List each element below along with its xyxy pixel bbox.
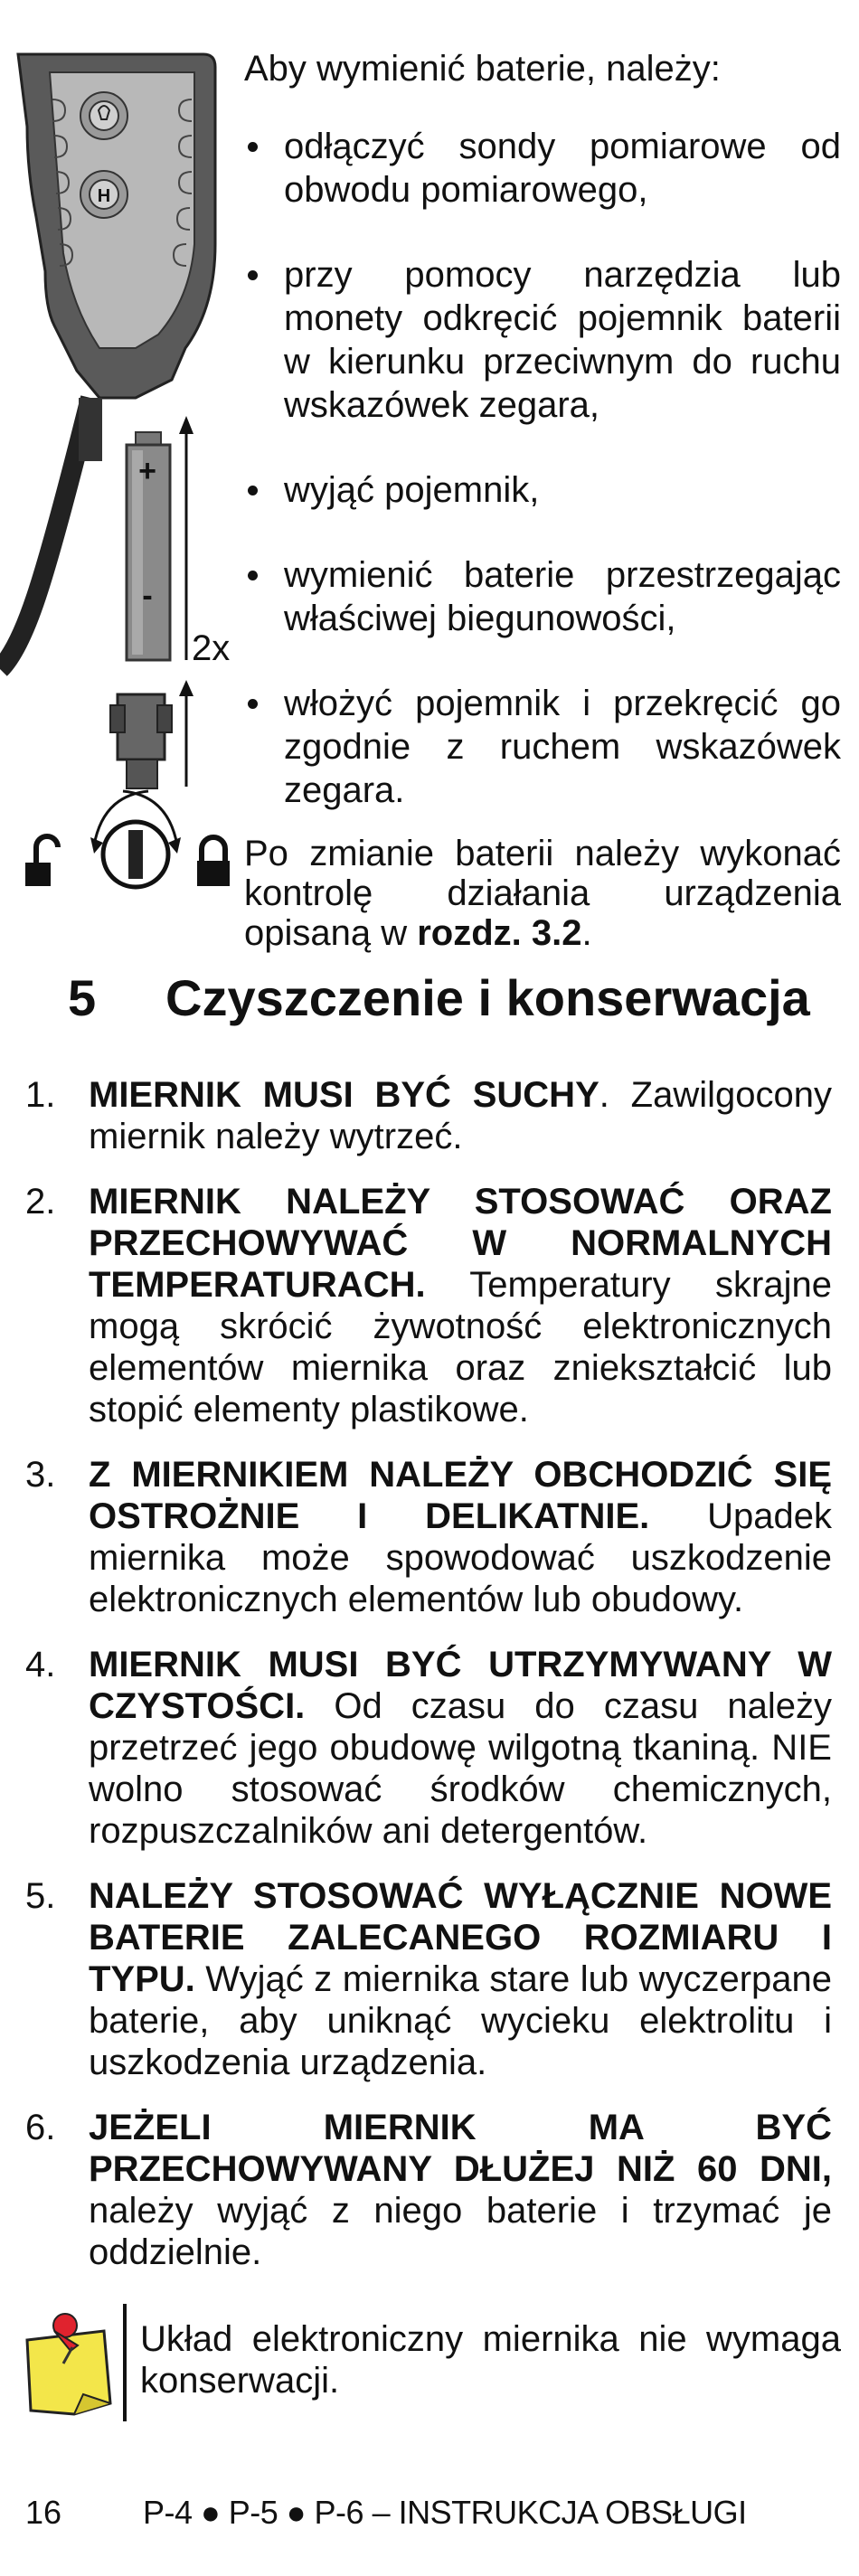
pushpin-note-icon xyxy=(18,2304,118,2421)
item-heading: MIERNIK MUSI BYĆ SUCHY xyxy=(89,1075,599,1115)
after-change-text: Po zmianie baterii należy wykonać kontrolę działania urządzenia opisaną w xyxy=(244,834,841,953)
battery-image xyxy=(127,416,230,668)
battery-step: wyjąć pojemnik, xyxy=(244,468,841,512)
maintenance-item xyxy=(25,1454,832,1620)
item-text: Od czasu do czasu należy przetrzeć jego obudowę wilgotną tkaniną. NIE wolno stosować środków chemicznych, rozpuszczalników ani detergentów. xyxy=(89,1686,832,1851)
item-heading: NALEŻY STOSOWAĆ WYŁĄCZNIE NOWE BATERIE ZALECANEGO ROZMIARU I TYPU. xyxy=(89,1876,832,1999)
maintenance-list xyxy=(25,1074,832,2297)
battery-step: odłączyć sondy pomiarowe od obwodu pomiarowego, xyxy=(244,125,841,212)
battery-intro: Aby wymienić baterie, należy: xyxy=(244,49,721,89)
item-text: . Zawilgocony miernik należy wytrzeć. xyxy=(89,1075,832,1156)
note-text: Układ elektroniczny miernika nie wymaga konserwacji. xyxy=(140,2319,841,2401)
item-text: Temperatury skrajne mogą skrócić żywotność elektronicznych elementów miernika oraz zniekształcić lub stopić elementy plastikowe. xyxy=(89,1265,832,1430)
item-number: 1. xyxy=(25,1075,56,1115)
battery-container-image xyxy=(110,680,194,788)
maintenance-item xyxy=(25,1644,832,1852)
locked-padlock-icon xyxy=(197,837,230,886)
footer-title: P-4 ● P-5 ● P-6 – INSTRUKCJA OBSŁUGI xyxy=(143,2494,747,2531)
battery-steps-list xyxy=(244,125,841,812)
item-number: 2. xyxy=(25,1182,56,1222)
hold-letter: H xyxy=(97,186,111,206)
battery-count: 2x xyxy=(192,628,231,668)
maintenance-item xyxy=(25,2107,832,2273)
section-reference: rozdz. 3.2 xyxy=(417,913,582,953)
page-number: 16 xyxy=(25,2494,62,2531)
battery-replacement-illustration xyxy=(0,36,242,904)
lock-rotate-diagram xyxy=(25,791,230,887)
after-change-paragraph xyxy=(244,834,841,953)
battery-step: wymienić baterie przestrzegając właściwej biegunowości, xyxy=(244,553,841,640)
battery-step: przy pomocy narzędzia lub monety odkręcić pojemnik baterii w kierunku przeciwnym do ruchu wskazówek zegara, xyxy=(244,253,841,427)
after-change-end: . xyxy=(581,913,592,953)
item-text: należy wyjąć z niego baterie i trzymać je oddzielnie. xyxy=(89,2191,832,2272)
item-heading: JEŻELI MIERNIK MA BYĆ PRZECHOWYWANY DŁUŻEJ NIŻ 60 DNI, xyxy=(89,2108,832,2189)
maintenance-item xyxy=(25,1074,832,1157)
item-number: 6. xyxy=(25,2108,56,2147)
section-number: 5 xyxy=(68,969,97,1026)
section-title: Czyszczenie i konserwacja xyxy=(165,969,810,1026)
item-text: Upadek miernika może spowodować uszkodzenie elektronicznych elementów lub obudowy. xyxy=(89,1496,833,1619)
minus-sign: - xyxy=(142,579,153,613)
item-number: 4. xyxy=(25,1645,56,1684)
item-heading: MIERNIK MUSI BYĆ UTRZYMYWANY W CZYSTOŚCI. xyxy=(89,1645,832,1726)
battery-step: włożyć pojemnik i przekręcić go zgodnie z ruchem wskazówek zegara. xyxy=(244,682,841,812)
item-number: 3. xyxy=(25,1455,56,1495)
probe-device-image xyxy=(0,54,215,669)
item-text: Wyjąć z miernika stare lub wyczerpane baterie, aby uniknąć wycieku elektrolitu i uszkodzenia urządzenia. xyxy=(89,1959,832,2082)
rotate-knob-icon xyxy=(90,791,181,887)
maintenance-item xyxy=(25,1875,832,2083)
plus-sign: + xyxy=(138,454,156,488)
note-divider xyxy=(123,2304,127,2421)
unlocked-padlock-icon xyxy=(25,836,58,886)
note-box xyxy=(18,2304,841,2421)
item-heading: MIERNIK NALEŻY STOSOWAĆ ORAZ PRZECHOWYWAĆ W NORMALNYCH TEMPERATURACH. xyxy=(89,1182,832,1305)
page-footer xyxy=(25,2490,839,2535)
battery-instructions xyxy=(244,47,841,854)
item-heading: Z MIERNIKIEM NALEŻY OBCHODZIĆ SIĘ OSTROŻNIE I DELIKATNIE. xyxy=(89,1455,832,1536)
item-number: 5. xyxy=(25,1876,56,1916)
maintenance-item xyxy=(25,1181,832,1430)
section-heading xyxy=(68,969,810,1027)
